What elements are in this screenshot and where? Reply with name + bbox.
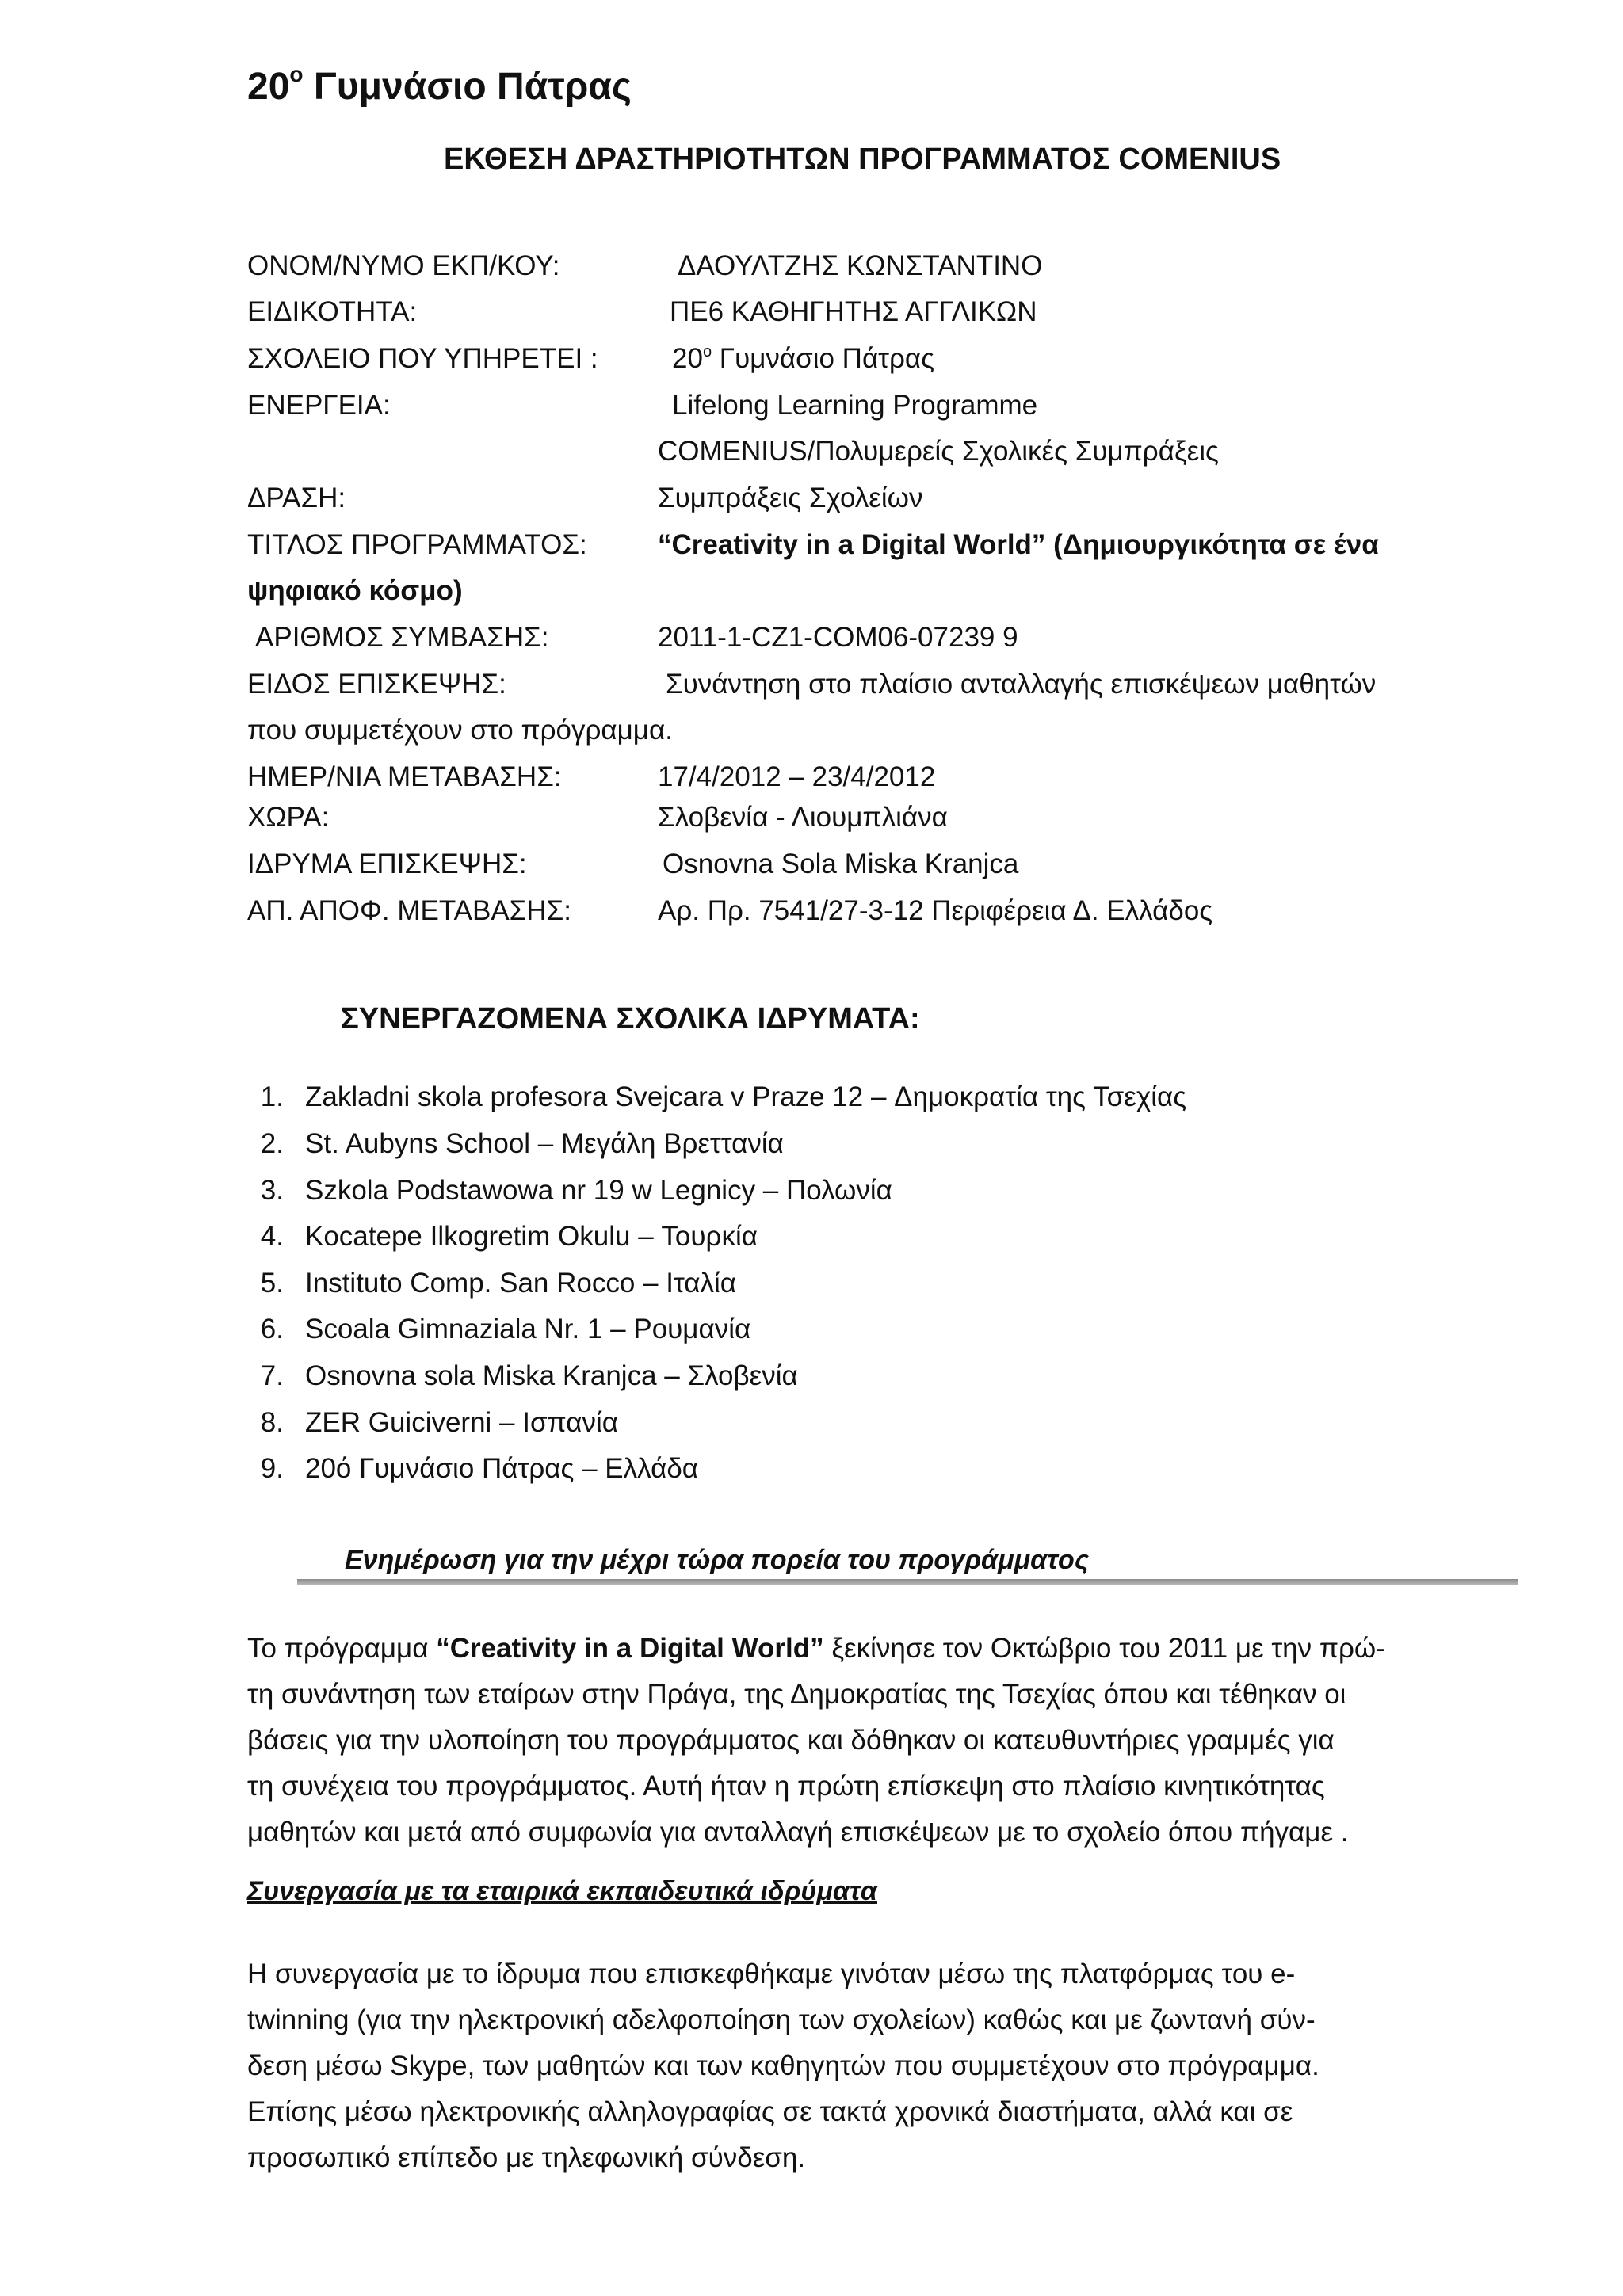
visit-type-cont: που συμμετέχουν στο πρόγραμμα.: [247, 715, 673, 746]
list-item-number: 8.: [260, 1407, 284, 1438]
dates-value: 17/4/2012 – 23/4/2012: [658, 761, 936, 792]
action-value: Lifelong Learning Programme: [672, 390, 1038, 421]
paragraph-line: τη συνάντηση των εταίρων στην Πράγα, της Δημοκρατίας της Τσεχίας όπου και τέθηκαν οι: [247, 1679, 1346, 1710]
specialty-value: ΠΕ6 ΚΑΘΗΓΗΤΗΣ ΑΓΓΛΙΚΩΝ: [670, 296, 1037, 327]
progress-heading: Ενημέρωση για την μέχρι τώρα πορεία του προγράμματος: [345, 1545, 1089, 1575]
list-item-number: 9.: [260, 1453, 284, 1484]
contract-label: ΑΡΙΘΜΟΣ ΣΥΜΒΑΣΗΣ:: [255, 622, 549, 653]
partners-heading: ΣΥΝΕΡΓΑΖΟΜΕΝΑ ΣΧΟΛΙΚΑ ΙΔΡΥΜΑΤΑ:: [341, 1002, 920, 1035]
paragraph-line: Η συνεργασία με το ίδρυμα που επισκεφθήκαμε γινόταν μέσω της πλατφόρμας του e-: [247, 1958, 1296, 1989]
action-value-cont: COMENIUS/Πολυμερείς Σχολικές Συμπράξεις: [658, 436, 1219, 467]
contract-value: 2011-1-CZ1-COM06-07239 9: [658, 622, 1018, 653]
school-title: $20^o$ Γυμνάσιο Πάτρας: [247, 62, 632, 108]
teacher-value: ΔΑΟΥΛΤΖΗΣ ΚΩΝΣΤΑΝΤΙΝΟ: [678, 250, 1043, 281]
paragraph-line: twinning (για την ηλεκτρονική αδελφοποίηση των σχολείων) καθώς και με ζωντανή σύν-: [247, 2004, 1316, 2035]
list-item: 20ό Γυμνάσιο Πάτρας – Ελλάδα: [305, 1453, 699, 1484]
decision-value: Αρ. Πρ. 7541/27-3-12 Περιφέρεια Δ. Ελλάδος: [658, 895, 1213, 926]
report-title: ΕΚΘΕΣΗ ΔΡΑΣΤΗΡΙΟΤΗΤΩΝ ΠΡΟΓΡΑΜΜΑΤΟΣ COMENIUS: [444, 143, 1281, 176]
list-item: Instituto Comp. San Rocco – Ιταλία: [305, 1268, 737, 1299]
paragraph-line: δεση μέσω Skype, των μαθητών και των καθηγητών που συμμετέχουν στο πρόγραμμα.: [247, 2050, 1319, 2081]
list-item-number: 2.: [260, 1128, 284, 1159]
list-item-number: 5.: [260, 1268, 284, 1299]
visit-type-value: Συνάντηση στο πλαίσιο ανταλλαγής επισκέψεων μαθητών: [666, 669, 1377, 700]
list-item-number: 7.: [260, 1360, 284, 1391]
program-title-value: “Creativity in a Digital World” (Δημιουργικότητα σε ένα: [658, 529, 1379, 560]
cooperation-heading: Συνεργασία με τα εταιρικά εκπαιδευτικά ιδρύματα: [247, 1876, 877, 1906]
school-value: $20^o$ Γυμνάσιο Πάτρας: [672, 343, 935, 374]
list-item-number: 6.: [260, 1314, 284, 1344]
list-item: Osnovna sola Miska Kranjca – Σλοβενία: [305, 1360, 798, 1391]
decision-label: ΑΠ. ΑΠΟΦ. ΜΕΤΑΒΑΣΗΣ:: [247, 895, 571, 926]
list-item: Scoala Gimnaziala Nr. 1 – Ρουμανία: [305, 1314, 751, 1344]
country-label: ΧΩΡΑ:: [247, 802, 330, 833]
host-value: Osnovna Sola Miska Kranjca: [663, 849, 1019, 879]
list-item: Zakladni skola profesora Svejcara v Praze 12 – Δημοκρατία της Τσεχίας: [305, 1081, 1187, 1112]
program-title-label: ΤΙΤΛΟΣ ΠΡΟΓΡΑΜΜΑΤΟΣ:: [247, 529, 587, 560]
activity-label: ΔΡΑΣΗ:: [247, 482, 346, 513]
activity-value: Συμπράξεις Σχολείων: [658, 482, 923, 513]
section-divider: [297, 1579, 1518, 1585]
program-title-cont: ψηφιακό κόσμο): [247, 575, 463, 606]
paragraph-line: μαθητών και μετά από συμφωνία για ανταλλαγή επισκέψεων με το σχολείο όπου πήγαμε .: [247, 1817, 1349, 1848]
cooperation-paragraph: [247, 1951, 1507, 2181]
list-item: Szkola Podstawowa nr 19 w Legnicy – Πολωνία: [305, 1175, 892, 1206]
paragraph-line: Το πρόγραμμα “Creativity in a Digital World” ξεκίνησε τον Οκτώβριο του 2011 με την πρώ-: [247, 1633, 1385, 1664]
progress-paragraph: [247, 1626, 1507, 1855]
teacher-label: ΟΝΟΜ/ΝΥΜΟ ΕΚΠ/ΚΟΥ:: [247, 250, 560, 281]
list-item: St. Aubyns School – Μεγάλη Βρεττανία: [305, 1128, 784, 1159]
list-item-number: 1.: [260, 1081, 284, 1112]
host-label: ΙΔΡΥΜΑ ΕΠΙΣΚΕΨΗΣ:: [247, 849, 527, 879]
list-item-number: 3.: [260, 1175, 284, 1206]
specialty-label: ΕΙΔΙΚΟΤΗΤΑ:: [247, 296, 418, 327]
paragraph-line: Επίσης μέσω ηλεκτρονικής αλληλογραφίας σε τακτά χρονικά διαστήματα, αλλά και σε: [247, 2096, 1293, 2127]
visit-type-label: ΕΙΔΟΣ ΕΠΙΣΚΕΨΗΣ:: [247, 669, 506, 700]
action-label: ΕΝΕΡΓΕΙΑ:: [247, 390, 391, 421]
country-value: Σλοβενία - Λιουμπλιάνα: [658, 802, 948, 833]
list-item: ZER Guiciverni – Ισπανία: [305, 1407, 618, 1438]
school-label: ΣΧΟΛΕΙΟ ΠΟΥ ΥΠΗΡΕΤΕΙ :: [247, 343, 598, 374]
list-item: Kocatepe Ilkogretim Okulu – Τουρκία: [305, 1221, 758, 1252]
paragraph-line: βάσεις για την υλοποίηση του προγράμματος και δόθηκαν οι κατευθυντήριες γραμμές για: [247, 1725, 1335, 1756]
dates-label: ΗΜΕΡ/ΝΙΑ ΜΕΤΑΒΑΣΗΣ:: [247, 761, 562, 792]
paragraph-line: τη συνέχεια του προγράμματος. Αυτή ήταν η πρώτη επίσκεψη στο πλαίσιο κινητικότητας: [247, 1771, 1325, 1802]
paragraph-line: προσωπικό επίπεδο με τηλεφωνική σύνδεση.: [247, 2142, 806, 2173]
list-item-number: 4.: [260, 1221, 284, 1252]
